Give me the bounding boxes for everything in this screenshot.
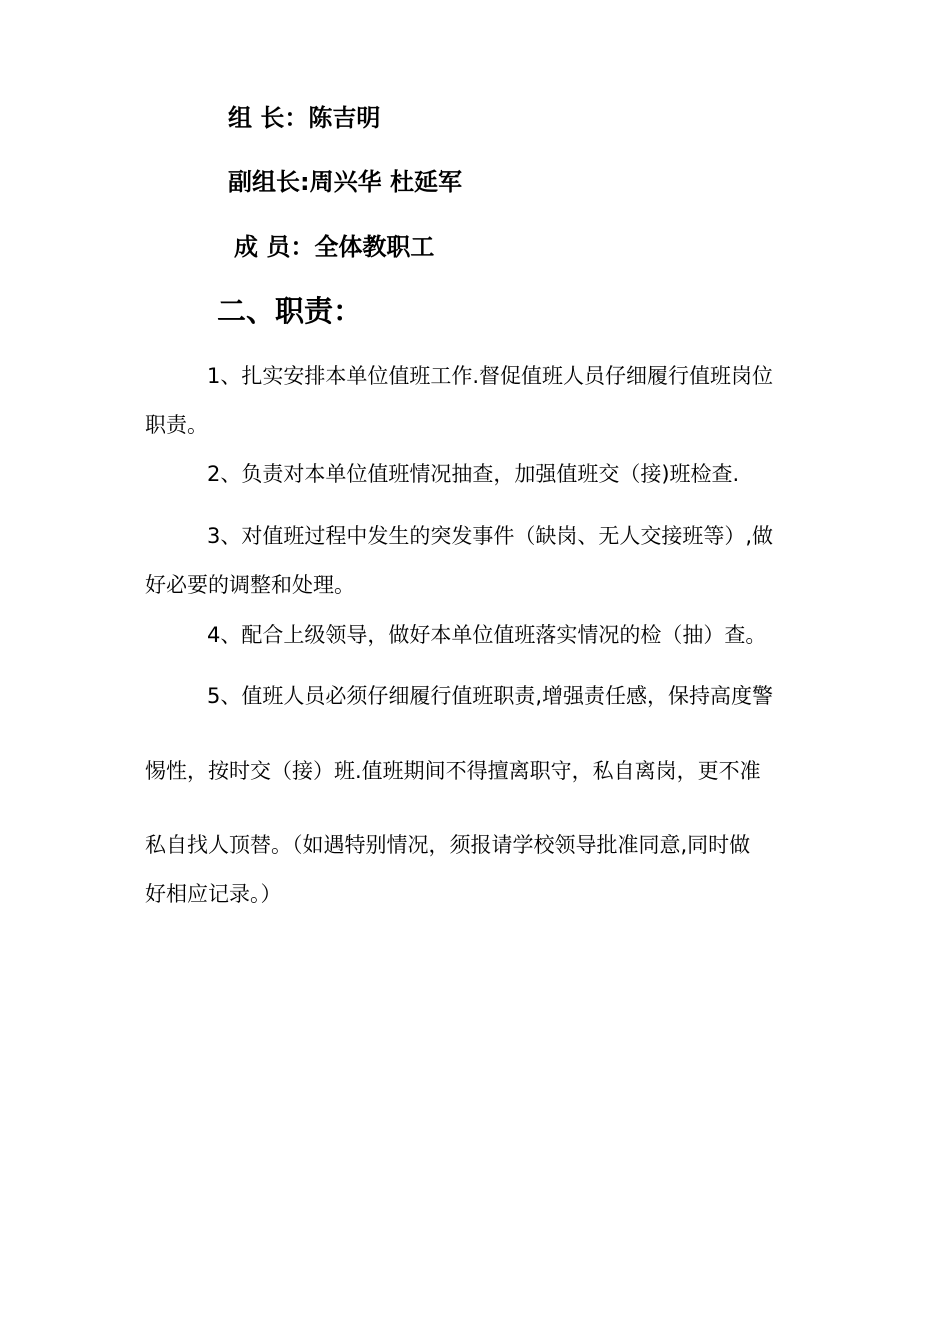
duty-5-line-1: 5、值班人员必须仔细履行值班职责,增强责任感，保持高度警 xyxy=(207,684,774,708)
deputy-leader-line: 副组长:周兴华 杜延军 xyxy=(228,168,462,196)
duty-4-line-1: 4、配合上级领导，做好本单位值班落实情况的检（抽）查。 xyxy=(207,623,767,647)
group-leader-line: 组 长：陈吉明 xyxy=(228,104,381,132)
duty-1-line-2: 职责。 xyxy=(145,413,208,437)
duty-5-line-4: 好相应记录。） xyxy=(145,882,282,906)
duty-5-line-3: 私自找人顶替。（如遇特别情况，须报请学校领导批准同意,同时做 xyxy=(145,833,751,857)
duty-3-line-1: 3、对值班过程中发生的突发事件（缺岗、无人交接班等）,做 xyxy=(207,524,774,548)
duty-2-line-1: 2、负责对本单位值班情况抽查，加强值班交（接)班检查. xyxy=(207,462,740,486)
section-heading: 二、职责： xyxy=(217,294,363,328)
duty-5-line-2: 惕性，按时交（接）班.值班期间不得擅离职守，私自离岗，更不准 xyxy=(145,759,761,783)
members-line: 成 员：全体教职工 xyxy=(234,233,435,261)
duty-1-line-1: 1、扎实安排本单位值班工作.督促值班人员仔细履行值班岗位 xyxy=(207,364,774,388)
duty-3-line-2: 好必要的调整和处理。 xyxy=(145,573,355,597)
